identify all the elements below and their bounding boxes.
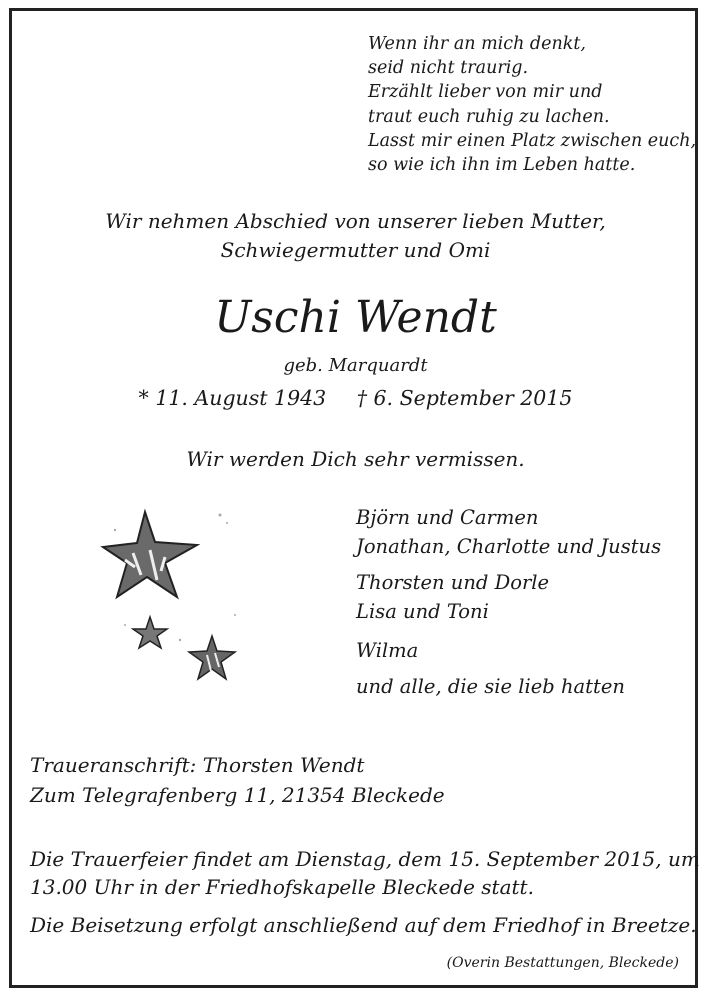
family-group-3	[356, 636, 418, 665]
poem-line: Wenn ihr an mich denkt,	[368, 34, 586, 54]
poem-line: so wie ich ihn im Leben hatte.	[368, 155, 636, 176]
farewell-line: Schwiegermutter und Omi	[220, 238, 491, 262]
family-line: und alle, die sie lieb hatten	[356, 675, 625, 698]
ceremony-line: 13.00 Uhr in der Friedhofskapelle Bleckede statt.	[30, 875, 534, 899]
family-group-4	[356, 672, 625, 701]
family-group-1	[356, 503, 661, 561]
life-dates	[0, 386, 711, 410]
undertaker-credit: (Overin Bestattungen, Bleckede)	[446, 955, 679, 971]
birth-date: * 11. August 1943	[138, 386, 327, 410]
burial-notice: Die Beisetzung erfolgt anschließend auf dem Friedhof in Breetze.	[30, 913, 697, 937]
family-line: Wilma	[356, 639, 419, 662]
family-line: Björn und Carmen	[356, 506, 539, 529]
death-date: † 6. September 2015	[356, 386, 573, 410]
poem-line: Erzählt lieber von mir und	[368, 82, 603, 103]
poem-line: traut euch ruhig zu lachen.	[368, 106, 610, 127]
miss-line: Wir werden Dich sehr vermissen.	[186, 447, 525, 471]
farewell-text	[0, 207, 711, 265]
ceremony-line: Die Trauerfeier findet am Dienstag, dem 15. September 2015, um	[30, 847, 700, 871]
family-line: Lisa und Toni	[356, 600, 489, 623]
ceremony-notice	[30, 845, 700, 901]
medium-star-icon	[189, 636, 235, 679]
address-line: Traueranschrift: Thorsten Wendt	[30, 753, 365, 777]
family-line: Jonathan, Charlotte und Justus	[356, 535, 662, 558]
mourning-address	[30, 750, 445, 810]
farewell-line: Wir nehmen Abschied von unserer lieben Mutter,	[105, 209, 606, 233]
stars-illustration	[95, 505, 245, 690]
birth-name: geb. Marquardt	[283, 355, 428, 376]
small-star-icon	[133, 617, 167, 648]
poem-line: Lasst mir einen Platz zwischen euch,	[368, 130, 697, 151]
poem	[368, 32, 696, 177]
family-group-2	[356, 568, 549, 626]
large-star-icon	[103, 512, 197, 597]
address-line: Zum Telegrafenberg 11, 21354 Bleckede	[30, 783, 445, 807]
deceased-name: Uschi Wendt	[214, 292, 497, 343]
poem-line: seid nicht traurig.	[368, 58, 529, 79]
family-line: Thorsten und Dorle	[356, 571, 550, 594]
